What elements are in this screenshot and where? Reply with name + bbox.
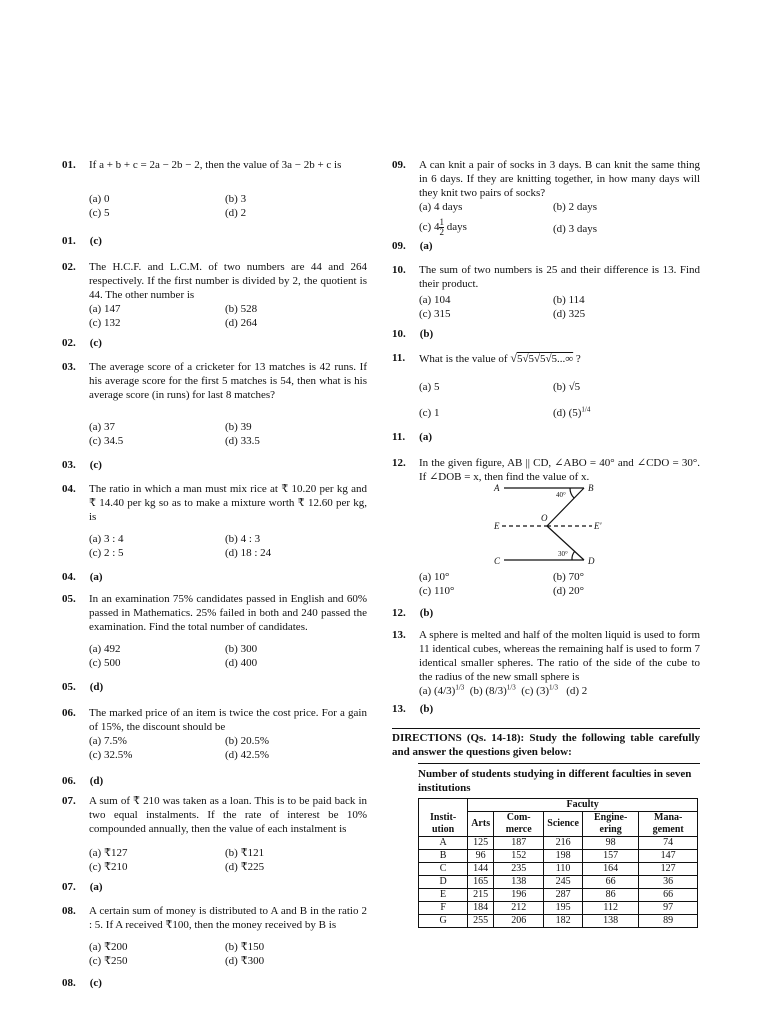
answer-13 bbox=[392, 702, 700, 716]
option-a-exponent: 1/3 bbox=[455, 683, 465, 692]
options bbox=[89, 642, 367, 670]
answer-value: (c) bbox=[89, 977, 102, 989]
option-b: (b) 70° bbox=[553, 571, 584, 583]
option-b: (b) √5 bbox=[553, 381, 581, 393]
label-a: A bbox=[494, 484, 500, 493]
table-cell: 235 bbox=[494, 863, 544, 876]
option-d: (d) 3 days bbox=[553, 223, 597, 235]
table-cell: 245 bbox=[544, 876, 583, 889]
option-b: (b) ₹150 bbox=[225, 941, 265, 953]
table-cell: 165 bbox=[468, 876, 494, 889]
table-cell: 287 bbox=[544, 889, 583, 902]
angle-arc-b bbox=[570, 488, 574, 498]
table-header-faculty: Faculty bbox=[468, 799, 698, 812]
option-c: (c) 2 : 5 bbox=[89, 547, 124, 559]
option-c: (c) ₹210 bbox=[89, 861, 128, 873]
question-number: 13. bbox=[392, 629, 406, 641]
answer-value: (a) bbox=[89, 571, 103, 583]
options bbox=[89, 532, 367, 560]
table-cell: G bbox=[419, 915, 468, 928]
option-b: (b) 528 bbox=[225, 303, 258, 315]
angle-label-40: 40° bbox=[556, 491, 566, 499]
question-number: 11. bbox=[392, 352, 406, 364]
option-a: (a) 104 bbox=[419, 294, 451, 306]
table-cell: 157 bbox=[582, 850, 638, 863]
option-b: (b) 300 bbox=[225, 643, 258, 655]
option-a: (a) ₹200 bbox=[89, 941, 128, 953]
table-cell: 147 bbox=[639, 850, 698, 863]
answer-number: 11. bbox=[392, 431, 406, 443]
option-c: (c) 315 bbox=[419, 308, 451, 320]
table-cell: B bbox=[419, 850, 468, 863]
answer-05 bbox=[62, 680, 367, 694]
answer-number: 03. bbox=[62, 459, 76, 471]
answer-value: (c) bbox=[89, 235, 102, 247]
table-cell: 96 bbox=[468, 850, 494, 863]
table-cell: A bbox=[419, 837, 468, 850]
table-cell: 216 bbox=[544, 837, 583, 850]
option-a: (a) 147 bbox=[89, 303, 121, 315]
question-10 bbox=[392, 263, 700, 291]
question-number: 06. bbox=[62, 707, 76, 719]
option-a: (a) 37 bbox=[89, 421, 115, 433]
question-number: 02. bbox=[62, 261, 76, 273]
question-01 bbox=[62, 158, 367, 172]
options bbox=[89, 846, 367, 874]
options bbox=[89, 302, 367, 330]
question-text: A certain sum of money is distributed to A and B in the ratio 2 : 5. If A received ₹100, then the money received by B is bbox=[89, 905, 367, 931]
question-06 bbox=[62, 706, 367, 734]
right-column bbox=[392, 158, 700, 928]
question-13 bbox=[392, 628, 700, 684]
option-c bbox=[419, 214, 553, 237]
option-c: (c) 500 bbox=[89, 657, 121, 669]
answer-value: (a) bbox=[419, 431, 432, 443]
option-b-exponent: 1/3 bbox=[506, 683, 516, 692]
answer-11 bbox=[392, 430, 700, 444]
answer-09 bbox=[392, 239, 700, 253]
options bbox=[419, 380, 700, 420]
table-cell: 212 bbox=[494, 902, 544, 915]
label-o: O bbox=[541, 513, 548, 523]
answer-10 bbox=[392, 327, 700, 341]
table-cell: 74 bbox=[639, 837, 698, 850]
angle-arc-d bbox=[572, 551, 575, 560]
option-d: (d) 2 bbox=[225, 207, 247, 219]
answer-number: 02. bbox=[62, 337, 76, 349]
table-cell: 89 bbox=[639, 915, 698, 928]
question-stem: What is the value of bbox=[419, 353, 508, 365]
option-a: (a) ₹127 bbox=[89, 847, 128, 859]
option-c: (c) 5 bbox=[89, 207, 110, 219]
option-d: (d) 400 bbox=[225, 657, 258, 669]
angle-label-30: 30° bbox=[558, 550, 568, 558]
table-cell: 255 bbox=[468, 915, 494, 928]
question-07 bbox=[62, 794, 367, 836]
table-row bbox=[419, 889, 698, 902]
answer-number: 06. bbox=[62, 775, 76, 787]
radical-expression: 5√5√5√5...∞ bbox=[516, 353, 574, 365]
table-cell: 215 bbox=[468, 889, 494, 902]
table-cell: 144 bbox=[468, 863, 494, 876]
option-b: (b) 2 days bbox=[553, 201, 597, 213]
answer-number: 05. bbox=[62, 681, 76, 693]
option-a-base: (a) (4/3) bbox=[419, 685, 456, 697]
option-c: (c) 132 bbox=[89, 317, 121, 329]
directions: DIRECTIONS (Qs. 14-18): Study the following table carefully and answer the questions given below: bbox=[392, 728, 700, 759]
label-e-prime: E' bbox=[594, 521, 602, 531]
question-text: The sum of two numbers is 25 and their difference is 13. Find their product. bbox=[419, 264, 700, 290]
left-column bbox=[62, 158, 367, 990]
answer-number: 10. bbox=[392, 328, 406, 340]
answer-number: 09. bbox=[392, 240, 406, 252]
option-c: (c) ₹250 bbox=[89, 955, 128, 967]
option-c bbox=[521, 685, 558, 697]
options bbox=[89, 192, 367, 220]
option-d: (d) 264 bbox=[225, 317, 258, 329]
option-a: (a) 492 bbox=[89, 643, 121, 655]
answer-number: 01. bbox=[62, 235, 76, 247]
table-title: Number of students studying in different faculties in seven institutions bbox=[418, 763, 700, 795]
table-header-empty bbox=[419, 799, 468, 812]
table-header-management: Mana-gement bbox=[639, 812, 698, 837]
question-number: 12. bbox=[392, 457, 406, 469]
question-number: 09. bbox=[392, 159, 406, 171]
answer-08 bbox=[62, 976, 367, 990]
table-header-commerce: Com-merce bbox=[494, 812, 544, 837]
answer-value: (d) bbox=[89, 775, 104, 787]
table-cell: 187 bbox=[494, 837, 544, 850]
question-number: 08. bbox=[62, 905, 76, 917]
option-c: (c) 110° bbox=[419, 585, 455, 597]
answer-number: 12. bbox=[392, 607, 406, 619]
label-d: D bbox=[588, 556, 595, 566]
table-cell: C bbox=[419, 863, 468, 876]
option-c-exponent: 1/3 bbox=[549, 683, 558, 692]
answer-07 bbox=[62, 880, 367, 894]
question-text: In an examination 75% candidates passed in English and 60% passed in Mathematics. 25% failed in both and 240 passed the examination. Find the total number of candidates. bbox=[89, 593, 367, 633]
option-c-unit: days bbox=[443, 221, 467, 234]
option-b: (b) 20.5% bbox=[225, 735, 269, 747]
table-cell: 127 bbox=[639, 863, 698, 876]
table-cell: 198 bbox=[544, 850, 583, 863]
question-03 bbox=[62, 360, 367, 402]
options bbox=[89, 420, 367, 448]
option-d bbox=[553, 406, 700, 420]
table-row bbox=[419, 850, 698, 863]
table-header-arts: Arts bbox=[468, 812, 494, 837]
option-b: (b) 4 : 3 bbox=[225, 533, 261, 545]
radical-symbol: √ bbox=[510, 351, 517, 365]
option-b: (b) 114 bbox=[553, 294, 585, 306]
table-cell: 164 bbox=[582, 863, 638, 876]
table-cell: 98 bbox=[582, 837, 638, 850]
option-b: (b) 3 bbox=[225, 193, 247, 205]
options bbox=[419, 684, 700, 698]
options bbox=[419, 570, 700, 598]
option-c-base: (c) (3) bbox=[521, 685, 550, 697]
question-text: The ratio in which a man must mix rice at ₹ 10.20 per kg and ₹ 14.40 per kg so as to make a mixture worth ₹ 12.60 per kg, is bbox=[89, 483, 367, 523]
option-d: (d) ₹225 bbox=[225, 861, 265, 873]
option-c-whole: (c) 4 bbox=[419, 221, 440, 234]
answer-01 bbox=[62, 234, 367, 248]
question-text: The H.C.F. and L.C.M. of two numbers are 44 and 264 respectively. If the first number is divided by 2, the quotient is 44. The other number is bbox=[89, 261, 367, 301]
table-cell: E bbox=[419, 889, 468, 902]
question-08 bbox=[62, 904, 367, 932]
table-cell: 195 bbox=[544, 902, 583, 915]
question-04 bbox=[62, 482, 367, 524]
label-c: C bbox=[494, 556, 501, 566]
question-11 bbox=[392, 351, 700, 366]
table-cell: 36 bbox=[639, 876, 698, 889]
options bbox=[419, 293, 700, 321]
table-cell: 125 bbox=[468, 837, 494, 850]
question-12 bbox=[392, 456, 700, 484]
answer-value: (b) bbox=[419, 328, 434, 340]
answer-value: (c) bbox=[89, 337, 102, 349]
answer-value: (a) bbox=[419, 240, 433, 252]
geometry-figure bbox=[392, 484, 700, 570]
table-row bbox=[419, 863, 698, 876]
option-a: (a) 3 : 4 bbox=[89, 533, 124, 545]
question-text: The average score of a cricketer for 13 matches is 42 runs. If his average score for the first 5 matches is 54, then what is his average score (in runs) for last 8 matches? bbox=[89, 361, 367, 401]
option-c: (c) 32.5% bbox=[89, 749, 133, 761]
question-09 bbox=[392, 158, 700, 200]
table-cell: 138 bbox=[494, 876, 544, 889]
table-cell: 184 bbox=[468, 902, 494, 915]
option-a: (a) 7.5% bbox=[89, 735, 127, 747]
table-row bbox=[419, 902, 698, 915]
options bbox=[419, 200, 700, 237]
option-d: (d) 2 bbox=[566, 685, 588, 697]
option-c: (c) 1 bbox=[419, 407, 440, 419]
question-text: If a + b + c = 2a − 2b − 2, then the value of 3a − 2b + c is bbox=[89, 159, 342, 171]
option-d: (d) 20° bbox=[553, 585, 584, 597]
question-number: 05. bbox=[62, 593, 76, 605]
answer-value: (d) bbox=[89, 681, 104, 693]
question-text: In the given figure, AB || CD, ∠ABO = 40° and ∠CDO = 30°. If ∠DOB = x, then find the value of x. bbox=[419, 457, 700, 483]
answer-number: 13. bbox=[392, 703, 406, 715]
table-cell: 66 bbox=[582, 876, 638, 889]
options bbox=[89, 940, 367, 968]
question-02 bbox=[62, 260, 367, 302]
question-mark: ? bbox=[573, 353, 581, 365]
question-text bbox=[419, 351, 700, 366]
table-row bbox=[419, 876, 698, 889]
fraction-numerator: 1 bbox=[439, 217, 444, 227]
option-a: (a) 4 days bbox=[419, 201, 463, 213]
question-text: A sphere is melted and half of the molten liquid is used to form 11 identical cubes, whereas the remaining half is used to form 7 identical smaller spheres. The ratio of the side of the cube to the radius of the new small sphere is bbox=[419, 629, 700, 683]
option-b: (b) ₹121 bbox=[225, 847, 265, 859]
option-d: (d) 325 bbox=[553, 308, 586, 320]
option-a bbox=[419, 685, 464, 697]
answer-06 bbox=[62, 774, 367, 788]
label-b: B bbox=[588, 484, 594, 493]
table-cell: 112 bbox=[582, 902, 638, 915]
question-text: A sum of ₹ 210 was taken as a loan. This is to be paid back in two equal instalments. If the rate of interest be 10% compounded annually, then the value of each instalment is bbox=[89, 795, 367, 835]
answer-value: (b) bbox=[419, 607, 434, 619]
answer-value: (c) bbox=[89, 459, 102, 471]
table-cell: D bbox=[419, 876, 468, 889]
option-a: (a) 5 bbox=[419, 381, 440, 393]
table-cell: 86 bbox=[582, 889, 638, 902]
table-cell: 110 bbox=[544, 863, 583, 876]
option-d-base: (d) (5) bbox=[553, 407, 582, 419]
question-text: The marked price of an item is twice the cost price. For a gain of 15%, the discount should be bbox=[89, 707, 367, 733]
question-number: 10. bbox=[392, 264, 406, 276]
label-e: E bbox=[494, 521, 500, 531]
options bbox=[89, 734, 367, 762]
answer-number: 04. bbox=[62, 571, 76, 583]
option-b-base: (b) (8/3) bbox=[469, 685, 507, 697]
question-number: 01. bbox=[62, 159, 76, 171]
table-header-engineering: Engine-ering bbox=[582, 812, 638, 837]
answer-02 bbox=[62, 336, 367, 350]
option-d: (d) 18 : 24 bbox=[225, 547, 272, 559]
question-text: A can knit a pair of socks in 3 days. B can knit the same thing in 6 days. If they are knitting together, in how many days will they knit two pairs of socks? bbox=[419, 159, 700, 199]
table-row bbox=[419, 915, 698, 928]
option-b: (b) 39 bbox=[225, 421, 252, 433]
answer-number: 08. bbox=[62, 977, 76, 989]
answer-value: (a) bbox=[89, 881, 103, 893]
option-b bbox=[470, 685, 516, 697]
table-cell: 138 bbox=[582, 915, 638, 928]
answer-value: (b) bbox=[419, 703, 434, 715]
option-d-exponent: 1/4 bbox=[581, 405, 591, 414]
table-cell: 182 bbox=[544, 915, 583, 928]
answer-number: 07. bbox=[62, 881, 76, 893]
table-header-faculty-row bbox=[419, 799, 698, 812]
option-d: (d) 42.5% bbox=[225, 749, 269, 761]
faculty-table bbox=[418, 798, 698, 928]
option-d: (d) 33.5 bbox=[225, 435, 260, 447]
table-cell: 206 bbox=[494, 915, 544, 928]
fraction-denominator: 2 bbox=[439, 227, 444, 237]
answer-12 bbox=[392, 606, 700, 620]
answer-04 bbox=[62, 570, 367, 584]
table-header-science: Science bbox=[544, 812, 583, 837]
table-header-institution: Instit-ution bbox=[419, 812, 468, 837]
table-row bbox=[419, 837, 698, 850]
table-cell: 66 bbox=[639, 889, 698, 902]
table-header-row bbox=[419, 812, 698, 837]
question-number: 04. bbox=[62, 483, 76, 495]
option-a: (a) 0 bbox=[89, 193, 110, 205]
question-number: 03. bbox=[62, 361, 76, 373]
option-c: (c) 34.5 bbox=[89, 435, 124, 447]
table-cell: 196 bbox=[494, 889, 544, 902]
option-a: (a) 10° bbox=[419, 571, 450, 583]
question-05 bbox=[62, 592, 367, 634]
option-d: (d) ₹300 bbox=[225, 955, 265, 967]
table-cell: 97 bbox=[639, 902, 698, 915]
question-number: 07. bbox=[62, 795, 76, 807]
answer-03 bbox=[62, 458, 367, 472]
table-cell: 152 bbox=[494, 850, 544, 863]
table-cell: F bbox=[419, 902, 468, 915]
